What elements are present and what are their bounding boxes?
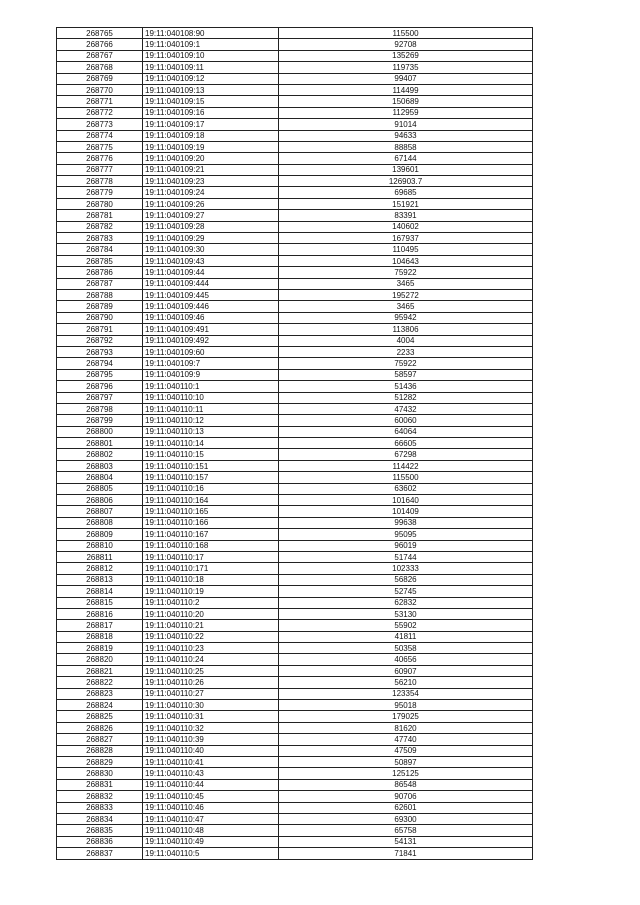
table-row: [57, 301, 533, 312]
value-cell: 69300: [279, 813, 533, 824]
cadastral-number-cell: 19:11:040110:10: [143, 392, 279, 403]
table-row: [57, 529, 533, 540]
table-row: [57, 700, 533, 711]
table-row: [57, 28, 533, 39]
row-number-cell: 268818: [57, 631, 143, 642]
row-number-cell: 268812: [57, 563, 143, 574]
table-row: [57, 392, 533, 403]
cadastral-number-cell: 19:11:040110:46: [143, 802, 279, 813]
row-number-cell: 268824: [57, 700, 143, 711]
cadastral-number-cell: 19:11:040109:29: [143, 233, 279, 244]
cadastral-number-cell: 19:11:040109:445: [143, 289, 279, 300]
table-row: [57, 848, 533, 859]
value-cell: 81620: [279, 722, 533, 733]
cadastral-number-cell: 19:11:040109:11: [143, 62, 279, 73]
cadastral-number-cell: 19:11:040110:16: [143, 483, 279, 494]
value-cell: 55902: [279, 620, 533, 631]
cadastral-number-cell: 19:11:040110:20: [143, 608, 279, 619]
cadastral-number-cell: 19:11:040110:14: [143, 438, 279, 449]
value-cell: 151921: [279, 198, 533, 209]
cadastral-number-cell: 19:11:040109:30: [143, 244, 279, 255]
table-row: [57, 574, 533, 585]
row-number-cell: 268775: [57, 141, 143, 152]
cadastral-number-cell: 19:11:040110:168: [143, 540, 279, 551]
row-number-cell: 268805: [57, 483, 143, 494]
row-number-cell: 268789: [57, 301, 143, 312]
value-cell: 101409: [279, 506, 533, 517]
value-cell: 62601: [279, 802, 533, 813]
row-number-cell: 268788: [57, 289, 143, 300]
row-number-cell: 268810: [57, 540, 143, 551]
row-number-cell: 268829: [57, 757, 143, 768]
cadastral-number-cell: 19:11:040110:48: [143, 825, 279, 836]
row-number-cell: 268828: [57, 745, 143, 756]
table-row: [57, 597, 533, 608]
row-number-cell: 268832: [57, 791, 143, 802]
row-number-cell: 268770: [57, 84, 143, 95]
cadastral-number-cell: 19:11:040109:27: [143, 210, 279, 221]
table-row: [57, 198, 533, 209]
row-number-cell: 268826: [57, 722, 143, 733]
table-row: [57, 460, 533, 471]
row-number-cell: 268791: [57, 324, 143, 335]
cadastral-number-cell: 19:11:040109:21: [143, 164, 279, 175]
table-row: [57, 506, 533, 517]
table-row: [57, 757, 533, 768]
value-cell: 110495: [279, 244, 533, 255]
row-number-cell: 268765: [57, 28, 143, 39]
value-cell: 99407: [279, 73, 533, 84]
table-row: [57, 586, 533, 597]
table-body: [57, 28, 533, 860]
cadastral-number-cell: 19:11:040109:17: [143, 119, 279, 130]
cadastral-number-cell: 19:11:040110:45: [143, 791, 279, 802]
row-number-cell: 268790: [57, 312, 143, 323]
table-row: [57, 255, 533, 266]
cadastral-number-cell: 19:11:040110:2: [143, 597, 279, 608]
row-number-cell: 268794: [57, 358, 143, 369]
value-cell: 114499: [279, 84, 533, 95]
value-cell: 139601: [279, 164, 533, 175]
value-cell: 47432: [279, 403, 533, 414]
table-row: [57, 324, 533, 335]
value-cell: 67298: [279, 449, 533, 460]
cadastral-number-cell: 19:11:040110:30: [143, 700, 279, 711]
cadastral-number-cell: 19:11:040109:18: [143, 130, 279, 141]
value-cell: 2233: [279, 346, 533, 357]
table-row: [57, 825, 533, 836]
value-cell: 53130: [279, 608, 533, 619]
value-cell: 112959: [279, 107, 533, 118]
value-cell: 69685: [279, 187, 533, 198]
cadastral-number-cell: 19:11:040109:43: [143, 255, 279, 266]
row-number-cell: 268834: [57, 813, 143, 824]
row-number-cell: 268766: [57, 39, 143, 50]
row-number-cell: 268797: [57, 392, 143, 403]
value-cell: 83391: [279, 210, 533, 221]
value-cell: 95018: [279, 700, 533, 711]
cadastral-number-cell: 19:11:040110:22: [143, 631, 279, 642]
cadastral-number-cell: 19:11:040109:24: [143, 187, 279, 198]
cadastral-number-cell: 19:11:040109:23: [143, 176, 279, 187]
value-cell: 75922: [279, 267, 533, 278]
cadastral-number-cell: 19:11:040110:5: [143, 848, 279, 859]
row-number-cell: 268779: [57, 187, 143, 198]
table-row: [57, 472, 533, 483]
row-number-cell: 268823: [57, 688, 143, 699]
row-number-cell: 268807: [57, 506, 143, 517]
table-row: [57, 233, 533, 244]
table-row: [57, 551, 533, 562]
value-cell: 56826: [279, 574, 533, 585]
cadastral-value-table: [56, 27, 533, 860]
table-row: [57, 210, 533, 221]
value-cell: 195272: [279, 289, 533, 300]
value-cell: 96019: [279, 540, 533, 551]
cadastral-number-cell: 19:11:040109:60: [143, 346, 279, 357]
row-number-cell: 268773: [57, 119, 143, 130]
value-cell: 167937: [279, 233, 533, 244]
value-cell: 66605: [279, 438, 533, 449]
table-row: [57, 665, 533, 676]
row-number-cell: 268799: [57, 415, 143, 426]
table-row: [57, 449, 533, 460]
value-cell: 51282: [279, 392, 533, 403]
cadastral-number-cell: 19:11:040110:166: [143, 517, 279, 528]
value-cell: 92708: [279, 39, 533, 50]
table-row: [57, 96, 533, 107]
cadastral-number-cell: 19:11:040110:40: [143, 745, 279, 756]
value-cell: 125125: [279, 768, 533, 779]
table-row: [57, 176, 533, 187]
cadastral-number-cell: 19:11:040109:444: [143, 278, 279, 289]
value-cell: 50358: [279, 643, 533, 654]
value-cell: 71841: [279, 848, 533, 859]
cadastral-number-cell: 19:11:040110:41: [143, 757, 279, 768]
table-row: [57, 73, 533, 84]
row-number-cell: 268816: [57, 608, 143, 619]
value-cell: 3465: [279, 301, 533, 312]
table-row: [57, 745, 533, 756]
table-row: [57, 483, 533, 494]
row-number-cell: 268808: [57, 517, 143, 528]
row-number-cell: 268792: [57, 335, 143, 346]
table-row: [57, 244, 533, 255]
value-cell: 60907: [279, 665, 533, 676]
table-row: [57, 221, 533, 232]
cadastral-number-cell: 19:11:040109:19: [143, 141, 279, 152]
table-row: [57, 153, 533, 164]
table-row: [57, 381, 533, 392]
value-cell: 119735: [279, 62, 533, 73]
value-cell: 115500: [279, 28, 533, 39]
value-cell: 47509: [279, 745, 533, 756]
row-number-cell: 268819: [57, 643, 143, 654]
table-row: [57, 187, 533, 198]
value-cell: 67144: [279, 153, 533, 164]
cadastral-number-cell: 19:11:040110:157: [143, 472, 279, 483]
row-number-cell: 268776: [57, 153, 143, 164]
cadastral-number-cell: 19:11:040109:28: [143, 221, 279, 232]
table-row: [57, 677, 533, 688]
cadastral-number-cell: 19:11:040110:15: [143, 449, 279, 460]
table-row: [57, 130, 533, 141]
table-row: [57, 39, 533, 50]
value-cell: 150689: [279, 96, 533, 107]
value-cell: 102333: [279, 563, 533, 574]
cadastral-number-cell: 19:11:040110:49: [143, 836, 279, 847]
cadastral-number-cell: 19:11:040109:46: [143, 312, 279, 323]
value-cell: 88858: [279, 141, 533, 152]
table-row: [57, 141, 533, 152]
cadastral-number-cell: 19:11:040110:19: [143, 586, 279, 597]
value-cell: 64064: [279, 426, 533, 437]
row-number-cell: 268804: [57, 472, 143, 483]
table-row: [57, 768, 533, 779]
cadastral-number-cell: 19:11:040110:1: [143, 381, 279, 392]
table-row: [57, 119, 533, 130]
row-number-cell: 268802: [57, 449, 143, 460]
cadastral-number-cell: 19:11:040110:171: [143, 563, 279, 574]
value-cell: 113806: [279, 324, 533, 335]
cadastral-number-cell: 19:11:040110:165: [143, 506, 279, 517]
row-number-cell: 268800: [57, 426, 143, 437]
cadastral-number-cell: 19:11:040110:23: [143, 643, 279, 654]
cadastral-number-cell: 19:11:040110:25: [143, 665, 279, 676]
cadastral-number-cell: 19:11:040110:27: [143, 688, 279, 699]
row-number-cell: 268769: [57, 73, 143, 84]
table-row: [57, 620, 533, 631]
value-cell: 62832: [279, 597, 533, 608]
cadastral-number-cell: 19:11:040110:167: [143, 529, 279, 540]
row-number-cell: 268833: [57, 802, 143, 813]
table-row: [57, 346, 533, 357]
cadastral-number-cell: 19:11:040110:13: [143, 426, 279, 437]
table-row: [57, 62, 533, 73]
row-number-cell: 268809: [57, 529, 143, 540]
table-row: [57, 734, 533, 745]
row-number-cell: 268783: [57, 233, 143, 244]
row-number-cell: 268793: [57, 346, 143, 357]
row-number-cell: 268785: [57, 255, 143, 266]
value-cell: 104643: [279, 255, 533, 266]
cadastral-number-cell: 19:11:040109:446: [143, 301, 279, 312]
table-row: [57, 813, 533, 824]
table-row: [57, 335, 533, 346]
row-number-cell: 268771: [57, 96, 143, 107]
cadastral-number-cell: 19:11:040110:164: [143, 495, 279, 506]
table-row: [57, 643, 533, 654]
cadastral-number-cell: 19:11:040110:26: [143, 677, 279, 688]
table-row: [57, 438, 533, 449]
table-row: [57, 107, 533, 118]
value-cell: 75922: [279, 358, 533, 369]
value-cell: 179025: [279, 711, 533, 722]
row-number-cell: 268782: [57, 221, 143, 232]
row-number-cell: 268787: [57, 278, 143, 289]
table-row: [57, 631, 533, 642]
row-number-cell: 268778: [57, 176, 143, 187]
cadastral-number-cell: 19:11:040110:18: [143, 574, 279, 585]
value-cell: 95095: [279, 529, 533, 540]
cadastral-number-cell: 19:11:040109:491: [143, 324, 279, 335]
value-cell: 90706: [279, 791, 533, 802]
table-row: [57, 267, 533, 278]
value-cell: 140602: [279, 221, 533, 232]
table-row: [57, 50, 533, 61]
value-cell: 51436: [279, 381, 533, 392]
value-cell: 94633: [279, 130, 533, 141]
cadastral-number-cell: 19:11:040110:12: [143, 415, 279, 426]
value-cell: 54131: [279, 836, 533, 847]
table-row: [57, 779, 533, 790]
value-cell: 123354: [279, 688, 533, 699]
row-number-cell: 268767: [57, 50, 143, 61]
table-row: [57, 540, 533, 551]
row-number-cell: 268795: [57, 369, 143, 380]
cadastral-number-cell: 19:11:040109:10: [143, 50, 279, 61]
cadastral-number-cell: 19:11:040109:12: [143, 73, 279, 84]
row-number-cell: 268813: [57, 574, 143, 585]
value-cell: 40656: [279, 654, 533, 665]
table-row: [57, 517, 533, 528]
cadastral-number-cell: 19:11:040110:44: [143, 779, 279, 790]
row-number-cell: 268827: [57, 734, 143, 745]
row-number-cell: 268781: [57, 210, 143, 221]
row-number-cell: 268835: [57, 825, 143, 836]
value-cell: 56210: [279, 677, 533, 688]
table-row: [57, 495, 533, 506]
row-number-cell: 268817: [57, 620, 143, 631]
cadastral-number-cell: 19:11:040110:43: [143, 768, 279, 779]
row-number-cell: 268796: [57, 381, 143, 392]
table-row: [57, 608, 533, 619]
cadastral-number-cell: 19:11:040109:26: [143, 198, 279, 209]
row-number-cell: 268822: [57, 677, 143, 688]
row-number-cell: 268831: [57, 779, 143, 790]
cadastral-number-cell: 19:11:040109:13: [143, 84, 279, 95]
row-number-cell: 268784: [57, 244, 143, 255]
row-number-cell: 268768: [57, 62, 143, 73]
value-cell: 63602: [279, 483, 533, 494]
value-cell: 3465: [279, 278, 533, 289]
cadastral-number-cell: 19:11:040109:44: [143, 267, 279, 278]
row-number-cell: 268780: [57, 198, 143, 209]
row-number-cell: 268774: [57, 130, 143, 141]
table-row: [57, 836, 533, 847]
table-row: [57, 802, 533, 813]
table-row: [57, 415, 533, 426]
value-cell: 101640: [279, 495, 533, 506]
value-cell: 86548: [279, 779, 533, 790]
cadastral-number-cell: 19:11:040109:16: [143, 107, 279, 118]
value-cell: 50897: [279, 757, 533, 768]
row-number-cell: 268837: [57, 848, 143, 859]
cadastral-number-cell: 19:11:040109:20: [143, 153, 279, 164]
row-number-cell: 268836: [57, 836, 143, 847]
table-row: [57, 278, 533, 289]
value-cell: 51744: [279, 551, 533, 562]
value-cell: 47740: [279, 734, 533, 745]
cadastral-number-cell: 19:11:040109:15: [143, 96, 279, 107]
cadastral-number-cell: 19:11:040110:39: [143, 734, 279, 745]
cadastral-number-cell: 19:11:040110:31: [143, 711, 279, 722]
cadastral-number-cell: 19:11:040109:9: [143, 369, 279, 380]
row-number-cell: 268798: [57, 403, 143, 414]
row-number-cell: 268821: [57, 665, 143, 676]
table-row: [57, 358, 533, 369]
table-row: [57, 426, 533, 437]
cadastral-number-cell: 19:11:040109:492: [143, 335, 279, 346]
row-number-cell: 268786: [57, 267, 143, 278]
cadastral-number-cell: 19:11:040110:11: [143, 403, 279, 414]
cadastral-number-cell: 19:11:040109:1: [143, 39, 279, 50]
value-cell: 65758: [279, 825, 533, 836]
value-cell: 41811: [279, 631, 533, 642]
row-number-cell: 268830: [57, 768, 143, 779]
cadastral-number-cell: 19:11:040108:90: [143, 28, 279, 39]
table-row: [57, 312, 533, 323]
value-cell: 52745: [279, 586, 533, 597]
table-row: [57, 654, 533, 665]
table-row: [57, 403, 533, 414]
value-cell: 126903.7: [279, 176, 533, 187]
cadastral-number-cell: 19:11:040110:47: [143, 813, 279, 824]
value-cell: 114422: [279, 460, 533, 471]
value-cell: 4004: [279, 335, 533, 346]
row-number-cell: 268777: [57, 164, 143, 175]
row-number-cell: 268820: [57, 654, 143, 665]
cadastral-number-cell: 19:11:040110:21: [143, 620, 279, 631]
row-number-cell: 268803: [57, 460, 143, 471]
cadastral-number-cell: 19:11:040110:151: [143, 460, 279, 471]
value-cell: 115500: [279, 472, 533, 483]
table-row: [57, 791, 533, 802]
row-number-cell: 268825: [57, 711, 143, 722]
row-number-cell: 268806: [57, 495, 143, 506]
row-number-cell: 268815: [57, 597, 143, 608]
row-number-cell: 268811: [57, 551, 143, 562]
table-row: [57, 164, 533, 175]
row-number-cell: 268814: [57, 586, 143, 597]
value-cell: 135269: [279, 50, 533, 61]
cadastral-number-cell: 19:11:040110:24: [143, 654, 279, 665]
table-row: [57, 563, 533, 574]
table-row: [57, 369, 533, 380]
value-cell: 91014: [279, 119, 533, 130]
value-cell: 99638: [279, 517, 533, 528]
table-row: [57, 722, 533, 733]
row-number-cell: 268801: [57, 438, 143, 449]
table-row: [57, 289, 533, 300]
cadastral-number-cell: 19:11:040110:32: [143, 722, 279, 733]
value-cell: 95942: [279, 312, 533, 323]
cadastral-number-cell: 19:11:040109:7: [143, 358, 279, 369]
value-cell: 58597: [279, 369, 533, 380]
cadastral-number-cell: 19:11:040110:17: [143, 551, 279, 562]
row-number-cell: 268772: [57, 107, 143, 118]
table-row: [57, 84, 533, 95]
table-row: [57, 711, 533, 722]
table-row: [57, 688, 533, 699]
value-cell: 60060: [279, 415, 533, 426]
